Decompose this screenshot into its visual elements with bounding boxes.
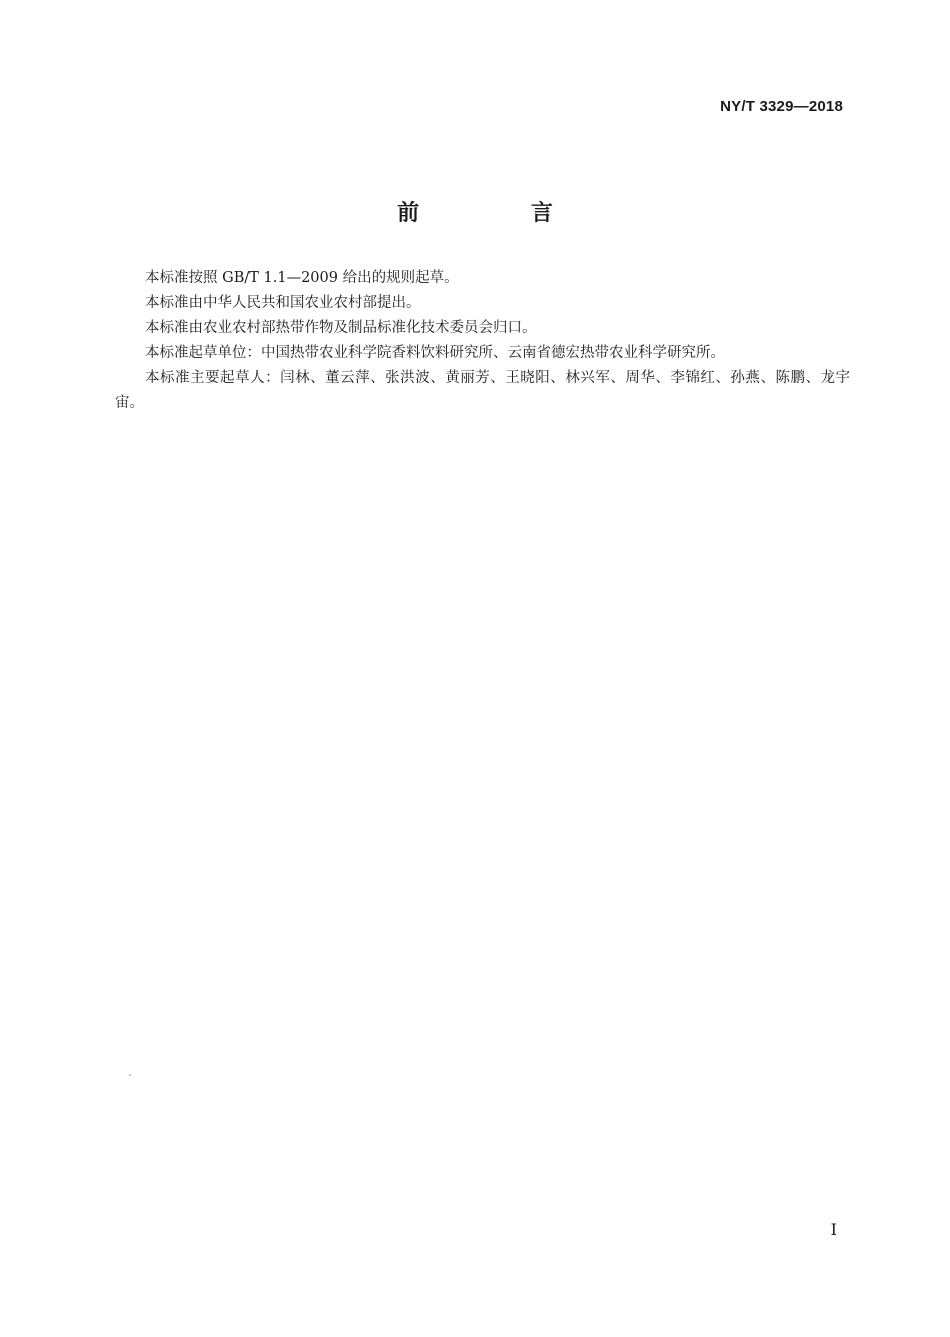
page-number: I — [830, 1220, 837, 1239]
paragraph-drafters: 本标准主要起草人：闫林、董云萍、张洪波、黄丽芳、王晓阳、林兴军、周华、李锦红、孙燕、陈鹏、龙宇宙。 — [115, 370, 850, 411]
paragraph-proposer: 本标准由中华人民共和国农业农村部提出。 — [145, 295, 421, 311]
page-title: 前 言 — [397, 201, 605, 226]
standard-code: NY/T 3329—2018 — [720, 98, 843, 115]
scan-speck — [129, 1074, 131, 1076]
paragraph-committee: 本标准由农业农村部热带作物及制品标准化技术委员会归口。 — [145, 320, 537, 336]
paragraph-drafting-units: 本标准起草单位：中国热带农业科学院香料饮料研究所、云南省德宏热带农业科学研究所。 — [145, 345, 725, 361]
foreword-body — [115, 266, 850, 416]
paragraph-drafting-rules: 本标准按照 GB/T 1.1—2009 给出的规则起草。 — [145, 270, 459, 286]
